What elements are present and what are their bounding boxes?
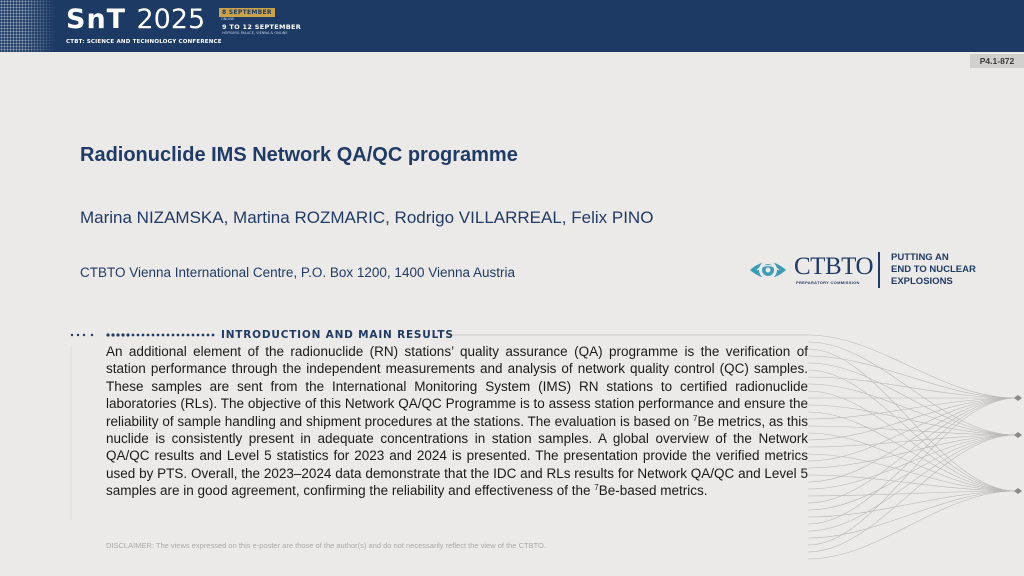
body-text-part-3: Be-based metrics. — [598, 483, 708, 499]
network-fan-lines — [808, 335, 1016, 559]
dot — [167, 334, 170, 337]
dot — [142, 334, 145, 337]
body-text-part-2: Be metrics, as this nuclide is consistently present in adequate concentrations in station samples. A global overview of the Network QA/QC results and Level 5 statistics for 2023 and 2024 is presented. The presentation provide the verified metrics used by PTS. Overall, the 2023–2024 data demonstrate that the IDC and RLs results for Network QA/QC and Level 5 samples are in good agreement, confirming the reliability and effectiveness of the — [106, 413, 808, 499]
dot — [152, 334, 155, 337]
fan-line — [808, 398, 1016, 503]
brand-year: 2025 — [136, 4, 206, 35]
dot — [177, 334, 180, 337]
fan-line — [808, 398, 1016, 461]
fan-line — [808, 398, 1016, 440]
fan-line — [808, 435, 1016, 489]
dot — [121, 333, 124, 336]
dot — [71, 334, 73, 336]
date-main: 9 TO 12 SEPTEMBER — [222, 23, 302, 31]
disclaimer: DISCLAIMER: The views expressed on this e-poster are those of the author(s) and do not necessarily reflect the view of the CTBTO. — [106, 541, 546, 550]
fan-end-markers — [1014, 395, 1022, 494]
dot — [91, 334, 93, 336]
slogan-line-3: EXPLOSIONS — [891, 276, 953, 287]
author-list: Marina NIZAMSKA, Martina ROZMARIC, Rodrigo VILLARREAL, Felix PINO — [80, 208, 654, 227]
superscript-7: 7 — [693, 413, 698, 423]
fan-line — [808, 433, 1016, 491]
dot — [132, 334, 135, 337]
brand-name: SnT — [66, 4, 127, 35]
body-text-part-1: An additional element of the radionuclide (RN) stations’ quality assurance (QA) programme is the verification of station performance through the independent measurements and analysis of network quality control (QC) samples. These samples are sent from the International Monitoring System (IMS) RN stations to certified radionuclide laboratories (RLs). The objective of this Network QA/QC Programme is to assess station performance and ensure the reliability of sample handling and shipment procedures at the stations. The evaluation is based on — [106, 344, 808, 429]
dot — [77, 334, 79, 336]
dot — [111, 333, 114, 336]
dot — [192, 334, 195, 337]
dot — [126, 333, 129, 336]
conference-name: CTBT: SCIENCE AND TECHNOLOGY CONFERENCE — [66, 39, 222, 45]
affiliation: CTBTO Vienna International Centre, P.O. Box 1200, 1400 Vienna Austria — [80, 265, 516, 280]
dot — [187, 334, 190, 337]
date-badge-online: 8 SEPTEMBER — [219, 8, 275, 17]
fan-line — [808, 342, 1016, 435]
fan-line — [808, 412, 1016, 491]
section-body-text — [106, 343, 808, 500]
dot — [207, 334, 210, 337]
slogan-line-1: PUTTING AN — [891, 252, 949, 263]
dot — [162, 334, 165, 337]
superscript-7: 7 — [594, 483, 599, 493]
fan-line — [808, 491, 1016, 538]
dot — [157, 334, 160, 337]
logo-subtitle: PREPARATORY COMMISSION — [796, 280, 860, 285]
dot — [147, 334, 150, 337]
dot — [172, 334, 175, 337]
dot — [197, 334, 200, 337]
section-heading: INTRODUCTION AND MAIN RESULTS — [221, 329, 454, 341]
fan-line — [808, 335, 1016, 398]
dot — [212, 334, 215, 337]
dot — [182, 334, 185, 337]
date-main-sub: HOFBURG PALACE, VIENNA & ONLINE — [222, 31, 288, 35]
poster-id-tag: P4.1-872 — [970, 54, 1024, 68]
dot — [137, 334, 140, 337]
dot — [83, 334, 85, 336]
dot — [106, 333, 109, 336]
poster-title: Radionuclide IMS Network QA/QC programme — [80, 144, 518, 166]
date-online-sub: ONLINE — [221, 17, 235, 21]
dot — [202, 334, 205, 337]
dot — [116, 333, 119, 336]
logo-name: CTBTO — [794, 253, 873, 280]
slogan-line-2: END TO NUCLEAR — [891, 264, 976, 275]
fan-line — [808, 384, 1016, 435]
